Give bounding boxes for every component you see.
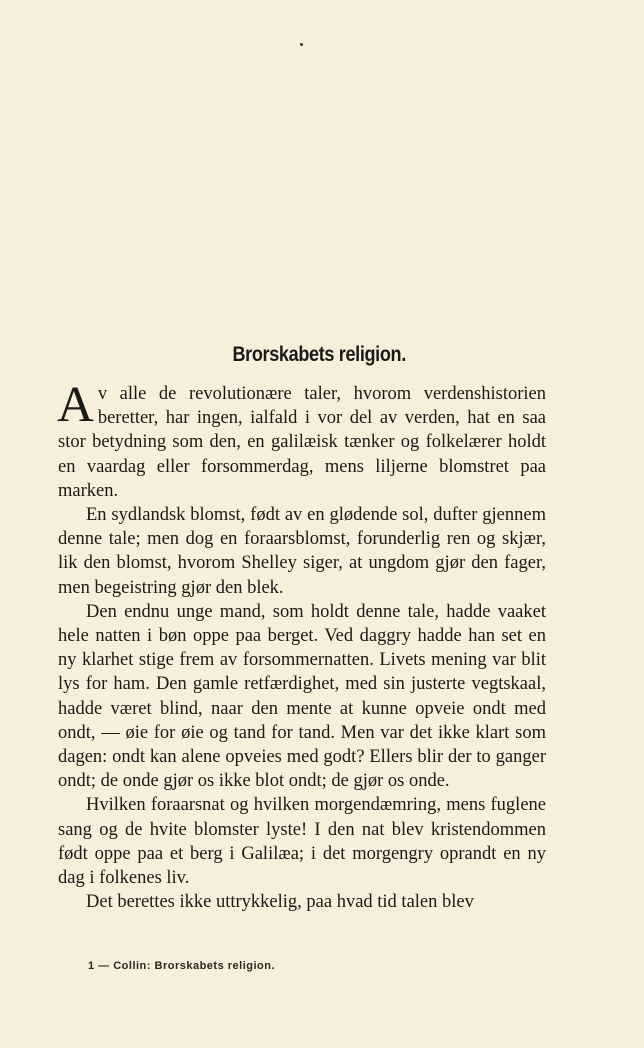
body-text: [57, 377, 546, 914]
paragraph-1: [57, 377, 546, 503]
page-footer-signature: 1 — Collin: Brorskabets religion.: [88, 960, 276, 972]
paragraph-3: Den endnu unge mand, som holdt denne tale, hadde vaaket hele natten i bøn oppe paa berget. Ved daggry hadde han set en ny klarhet stige frem av forsommernatten. Livets mening var blit lys for ham. Den gamle retfærdighet, med sin justerte vegtskaal, hadde været blind, naar den mente at kunne opveie ondt med ondt, — øie for øie og tand for tand. Men var det ikke klart som dagen: ondt kan alene opveies med godt? Ellers blir der to ganger ondt; de onde gjør os ikke blot ondt; de gjør os onde.: [58, 601, 546, 792]
paragraph-4: Hvilken foraarsnat og hvilken morgendæmring, mens fuglene sang og de hvite blomster lyste! I den nat blev kristendommen født oppe paa et berg i Galilæa; i det morgengry oprandt en ny dag i folkenes liv.: [58, 795, 546, 889]
paragraph-2: En sydlandsk blomst, født av en glødende sol, dufter gjennem denne tale; men dog en foraarsblomst, forunderlig ren og skjær, lik den blomst, hvorom Shelley siger, at ungdom gjør den fager, men begeistring gjør den blek.: [58, 505, 546, 598]
paragraph-5: Det berettes ikke uttrykkelig, paa hvad tid talen blev: [86, 892, 474, 913]
drop-cap: A: [57, 377, 94, 433]
paragraph-1-text: v alle de revolutionære taler, hvorom verdenshistorien beretter, har ingen, ialfald i vor del av verden, hat en saa stor betydning som den, en galilæisk tænker og folkelærer holdt en vaardag eller forsommerdag, mens liljerne blomstret paa marken.: [58, 384, 546, 501]
ink-speck: [300, 43, 303, 46]
chapter-title: Brorskabets religion.: [232, 343, 406, 366]
